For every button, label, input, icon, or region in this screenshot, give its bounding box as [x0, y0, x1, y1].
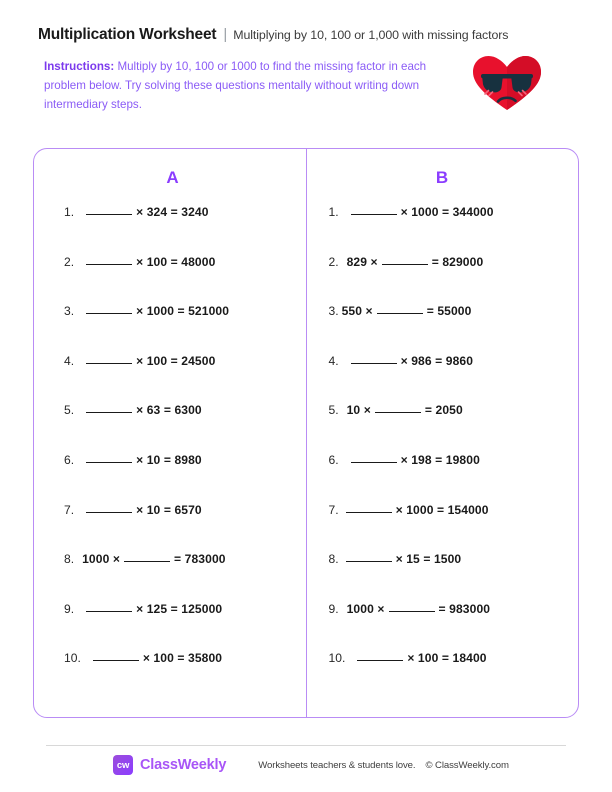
answer-blank[interactable] — [93, 660, 139, 661]
worksheet-column-a — [34, 149, 306, 717]
problem-suffix: × 100 = 18400 — [407, 651, 487, 666]
problem-row[interactable] — [307, 552, 579, 602]
heart-with-sunglasses-frowning-emoji — [471, 54, 543, 112]
problem-suffix: × 324 = 3240 — [136, 205, 209, 219]
problem-suffix: = 829000 — [431, 254, 484, 269]
problem-suffix: = 55000 — [426, 304, 472, 319]
problem-number: 4. — [328, 353, 339, 368]
problem-number: 9. — [328, 601, 339, 616]
answer-blank[interactable] — [86, 313, 132, 314]
classweekly-logo-icon[interactable]: cw — [113, 755, 133, 775]
instructions-label: Instructions: — [44, 60, 115, 73]
footer-divider — [46, 745, 566, 746]
problem-list-b — [307, 188, 579, 701]
problem-row[interactable] — [40, 304, 306, 354]
problem-suffix: × 100 = 35800 — [142, 651, 223, 666]
answer-blank[interactable] — [382, 264, 428, 265]
answer-blank[interactable] — [346, 512, 392, 513]
problem-row[interactable] — [307, 354, 579, 404]
problem-row[interactable] — [40, 354, 306, 404]
problem-prefix: 1000 × — [346, 601, 385, 616]
answer-blank[interactable] — [375, 412, 421, 413]
answer-blank[interactable] — [377, 313, 423, 314]
problem-suffix: × 1000 = 344000 — [400, 205, 494, 219]
worksheet-column-b — [307, 149, 579, 717]
answer-blank[interactable] — [86, 412, 132, 413]
problem-row[interactable] — [40, 453, 306, 503]
answer-blank[interactable] — [86, 214, 132, 215]
problem-number: 4. — [64, 353, 75, 368]
problem-suffix: × 125 = 125000 — [136, 601, 223, 616]
page-title: Multiplication Worksheet — [38, 26, 217, 43]
decoration-emoji — [464, 54, 550, 112]
problem-suffix: × 100 = 48000 — [136, 254, 216, 269]
header-separator: | — [223, 26, 228, 43]
problem-list-a — [40, 188, 306, 701]
problem-suffix: × 198 = 19800 — [400, 452, 480, 467]
problem-row[interactable] — [40, 205, 306, 255]
answer-blank[interactable] — [389, 611, 435, 612]
problem-suffix: × 10 = 6570 — [136, 502, 202, 517]
problem-number: 10. — [328, 651, 346, 666]
answer-blank[interactable] — [86, 264, 132, 265]
problem-prefix: 550 × — [341, 304, 373, 319]
classweekly-logo-text[interactable]: ClassWeekly — [140, 757, 227, 773]
problem-suffix: × 15 = 1500 — [395, 552, 462, 567]
instructions-text: Multiply by 10, 100 or 1000 to find the missing factor in each problem below. Try solving these questions mentally without writing down intermediary steps. — [44, 60, 427, 111]
problem-number: 6. — [64, 452, 75, 467]
problem-suffix: × 986 = 9860 — [400, 353, 474, 368]
problem-suffix: = 983000 — [438, 601, 491, 616]
answer-blank[interactable] — [86, 462, 132, 463]
instructions-block — [44, 58, 464, 114]
problem-suffix: × 1000 = 521000 — [136, 304, 230, 319]
problem-suffix: × 1000 = 154000 — [395, 502, 489, 517]
footer-copyright: © ClassWeekly.com — [425, 759, 509, 771]
problem-number: 7. — [64, 502, 75, 517]
answer-blank[interactable] — [86, 512, 132, 513]
page-header — [0, 0, 612, 44]
answer-blank[interactable] — [86, 611, 132, 612]
problem-number: 10. — [64, 651, 81, 666]
answer-blank[interactable] — [351, 363, 397, 364]
problem-row[interactable] — [307, 651, 579, 701]
problem-number: 5. — [328, 403, 339, 418]
problem-row[interactable] — [307, 602, 579, 652]
page-footer — [0, 755, 612, 775]
problem-row[interactable] — [40, 255, 306, 305]
problem-row[interactable] — [40, 403, 306, 453]
answer-blank[interactable] — [86, 363, 132, 364]
problem-number: 2. — [64, 254, 75, 269]
problem-row[interactable] — [307, 453, 579, 503]
problem-suffix: = 783000 — [174, 552, 226, 567]
page-subtitle: Multiplying by 10, 100 or 1,000 with missing factors — [233, 28, 509, 42]
problem-number: 8. — [64, 552, 75, 567]
problem-number: 5. — [64, 403, 75, 418]
answer-blank[interactable] — [124, 561, 170, 562]
problem-prefix: 829 × — [346, 254, 378, 269]
problem-row[interactable] — [40, 552, 306, 602]
problem-prefix: 10 × — [346, 403, 371, 418]
problem-number: 8. — [328, 552, 339, 567]
problem-row[interactable] — [40, 602, 306, 652]
problem-number: 9. — [64, 601, 75, 616]
problem-number: 1. — [328, 205, 339, 219]
problem-row[interactable] — [307, 205, 579, 255]
answer-blank[interactable] — [357, 660, 403, 661]
answer-blank[interactable] — [346, 561, 392, 562]
problem-number: 3. — [64, 304, 75, 319]
column-header-b: B — [435, 168, 449, 187]
answer-blank[interactable] — [351, 462, 397, 463]
answer-blank[interactable] — [351, 214, 397, 215]
problem-number: 3. — [328, 304, 339, 319]
problem-number: 6. — [328, 452, 339, 467]
problem-suffix: = 2050 — [424, 403, 463, 418]
problem-row[interactable] — [307, 503, 579, 553]
problem-number: 2. — [328, 254, 339, 269]
problem-suffix: × 10 = 8980 — [136, 452, 202, 467]
problem-prefix: 1000 × — [82, 552, 121, 567]
problem-row[interactable] — [307, 304, 579, 354]
problem-number: 7. — [328, 502, 339, 517]
problem-suffix: × 100 = 24500 — [136, 353, 216, 368]
instructions-row — [0, 44, 612, 114]
problem-row[interactable] — [307, 255, 579, 305]
problem-row[interactable] — [40, 503, 306, 553]
problem-row[interactable] — [307, 403, 579, 453]
problem-number: 1. — [64, 205, 75, 219]
footer-tagline: Worksheets teachers & students love. — [258, 759, 416, 771]
column-header-a: A — [166, 168, 180, 187]
problem-suffix: × 63 = 6300 — [136, 403, 202, 418]
problem-row[interactable] — [40, 651, 306, 701]
worksheet-card — [33, 148, 579, 718]
